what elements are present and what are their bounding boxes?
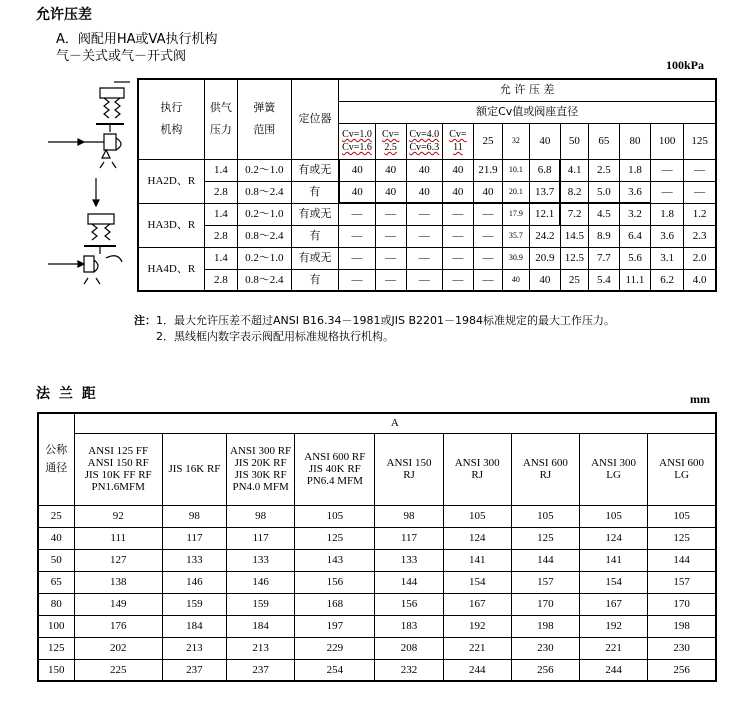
cell-value: 146 bbox=[162, 571, 226, 593]
header-size-col: 40 bbox=[529, 123, 560, 159]
subtitle-b: 气－关式或气－开式阀 bbox=[56, 49, 187, 64]
cell-value: 230 bbox=[648, 637, 716, 659]
subtitle-a: A．阀配用HA或VA执行机构 bbox=[56, 32, 218, 47]
table-row bbox=[138, 247, 716, 269]
cell-value: 156 bbox=[295, 571, 375, 593]
cell-value: 14.5 bbox=[560, 225, 588, 247]
cell-value: 225 bbox=[74, 659, 162, 681]
header-size-col: 32 bbox=[502, 123, 529, 159]
cell-supply: 2.8 bbox=[204, 269, 237, 291]
unit-label-mm: mm bbox=[690, 392, 710, 406]
header-cv-line: 2.5 bbox=[384, 142, 397, 153]
cell-value: 141 bbox=[579, 549, 647, 571]
cell-value: 125 bbox=[511, 527, 579, 549]
cell-value: 7.2 bbox=[560, 203, 588, 225]
valve-actuator-diagram-icon bbox=[44, 78, 134, 296]
header-cv-line: Cv=1.6 bbox=[342, 142, 372, 153]
cell-value: 40 bbox=[473, 181, 502, 203]
cell-value: 6.2 bbox=[651, 269, 684, 291]
header-flange-std bbox=[648, 433, 716, 505]
cell-nominal: 25 bbox=[38, 505, 74, 527]
header-flange-std-line: ANSI 300 bbox=[454, 457, 500, 469]
cell-value: 256 bbox=[648, 659, 716, 681]
cell-value: 141 bbox=[443, 549, 511, 571]
flange-distance-table bbox=[37, 412, 717, 682]
cell-value: 133 bbox=[162, 549, 226, 571]
cell-value: 170 bbox=[511, 593, 579, 615]
cell-value: 3.2 bbox=[619, 203, 650, 225]
cell-value: 21.9 bbox=[473, 159, 502, 181]
cell-value: 184 bbox=[162, 615, 226, 637]
cell-nominal: 100 bbox=[38, 615, 74, 637]
cell-value: 2.5 bbox=[588, 159, 619, 181]
cell-value: 2.3 bbox=[684, 225, 716, 247]
cell-value: 40 bbox=[502, 269, 529, 291]
allowable-pressure-table bbox=[137, 78, 717, 292]
cell-value: — bbox=[442, 225, 473, 247]
header-a: A bbox=[74, 413, 716, 433]
header-flange-std-line: ANSI 150 bbox=[386, 457, 432, 469]
header-cv-line: Cv= bbox=[381, 129, 400, 140]
cell-value: 125 bbox=[295, 527, 375, 549]
header-cv-col bbox=[375, 123, 406, 159]
cell-value: — bbox=[339, 225, 375, 247]
header-flange-std-line: ANSI 600 RF bbox=[304, 451, 366, 463]
cell-nominal: 50 bbox=[38, 549, 74, 571]
table-row bbox=[38, 637, 716, 659]
cell-value: 221 bbox=[443, 637, 511, 659]
cell-value: 40 bbox=[406, 181, 442, 203]
cell-value: — bbox=[339, 247, 375, 269]
header-flange-std-line: JIS 10K FF RF bbox=[84, 469, 152, 481]
header-cv-line: Cv= bbox=[449, 129, 467, 140]
header-flange-std bbox=[375, 433, 443, 505]
cell-value: 159 bbox=[227, 593, 295, 615]
cell-value: 192 bbox=[579, 615, 647, 637]
cell-value: 12.5 bbox=[560, 247, 588, 269]
cell-value: 176 bbox=[74, 615, 162, 637]
header-flange-std-line: LG bbox=[674, 469, 689, 481]
table-row bbox=[138, 181, 716, 203]
cell-value: 8.2 bbox=[560, 181, 588, 203]
cell-value: 167 bbox=[443, 593, 511, 615]
cell-value: 1.8 bbox=[619, 159, 650, 181]
cell-value: 149 bbox=[74, 593, 162, 615]
table-row bbox=[38, 549, 716, 571]
table-row bbox=[38, 527, 716, 549]
cell-value: 4.0 bbox=[684, 269, 716, 291]
cell-value: 256 bbox=[511, 659, 579, 681]
header-nominal-diameter: 公称通径 bbox=[38, 413, 74, 505]
cell-value: — bbox=[442, 203, 473, 225]
header-flange-std-line: LG bbox=[606, 469, 621, 481]
cell-supply: 2.8 bbox=[204, 181, 237, 203]
cell-supply: 1.4 bbox=[204, 247, 237, 269]
note-2: 2．黑线框内数字表示阀配用标准规格执行机构。 bbox=[156, 330, 394, 343]
cell-value: — bbox=[473, 247, 502, 269]
cell-value: — bbox=[406, 203, 442, 225]
cell-value: 35.7 bbox=[502, 225, 529, 247]
cell-value: 3.1 bbox=[651, 247, 684, 269]
cell-value: 4.5 bbox=[588, 203, 619, 225]
cell-value: 202 bbox=[74, 637, 162, 659]
cell-value: — bbox=[406, 225, 442, 247]
cell-value: 254 bbox=[295, 659, 375, 681]
cell-value: 237 bbox=[162, 659, 226, 681]
header-flange-std-line: RJ bbox=[539, 469, 552, 481]
cell-value: — bbox=[339, 203, 375, 225]
header-flange-std bbox=[295, 433, 375, 505]
cell-value: 1.2 bbox=[684, 203, 716, 225]
cell-value: 156 bbox=[375, 593, 443, 615]
cell-value: 117 bbox=[375, 527, 443, 549]
cell-value: 154 bbox=[579, 571, 647, 593]
cell-value: — bbox=[406, 269, 442, 291]
cell-nominal: 150 bbox=[38, 659, 74, 681]
cell-value: 124 bbox=[443, 527, 511, 549]
cell-value: 192 bbox=[443, 615, 511, 637]
cell-value: 105 bbox=[295, 505, 375, 527]
cell-value: 7.7 bbox=[588, 247, 619, 269]
cell-value: 2.0 bbox=[684, 247, 716, 269]
cell-value: — bbox=[442, 247, 473, 269]
cell-value: 229 bbox=[295, 637, 375, 659]
cell-value: — bbox=[375, 269, 406, 291]
header-actuator: 执行机构 bbox=[138, 79, 204, 159]
cell-value: 157 bbox=[648, 571, 716, 593]
cell-value: — bbox=[375, 203, 406, 225]
header-size-col: 25 bbox=[473, 123, 502, 159]
cell-value: 5.0 bbox=[588, 181, 619, 203]
cell-nominal: 40 bbox=[38, 527, 74, 549]
cell-pos: 有 bbox=[291, 225, 339, 247]
cell-spring: 0.8～2.4 bbox=[237, 225, 291, 247]
cell-value: 4.1 bbox=[560, 159, 588, 181]
notes-label: 注： bbox=[134, 314, 156, 327]
header-flange-std bbox=[74, 433, 162, 505]
table-row bbox=[38, 615, 716, 637]
cell-value: 105 bbox=[511, 505, 579, 527]
table-row bbox=[138, 225, 716, 247]
cell-value: 10.1 bbox=[502, 159, 529, 181]
cell-value: 25 bbox=[560, 269, 588, 291]
cell-value: 40 bbox=[442, 159, 473, 181]
cell-value: 117 bbox=[162, 527, 226, 549]
cell-value: 117 bbox=[227, 527, 295, 549]
cell-value: 168 bbox=[295, 593, 375, 615]
cell-value: 24.2 bbox=[529, 225, 560, 247]
cell-value: 8.9 bbox=[588, 225, 619, 247]
header-flange-std bbox=[579, 433, 647, 505]
header-cv-col bbox=[339, 123, 375, 159]
cell-value: 98 bbox=[375, 505, 443, 527]
cell-value: 98 bbox=[162, 505, 226, 527]
cell-pos: 有 bbox=[291, 269, 339, 291]
actuator-name: HA3D、R bbox=[138, 203, 204, 247]
cell-value: 20.9 bbox=[529, 247, 560, 269]
cell-value: 125 bbox=[648, 527, 716, 549]
header-flange-std-line: JIS 16K RF bbox=[168, 463, 221, 475]
cell-value: — bbox=[375, 247, 406, 269]
header-cv-line: 11 bbox=[453, 142, 463, 153]
header-flange-std-line: PN4.0 MFM bbox=[232, 481, 289, 493]
header-flange-std-line: ANSI 300 bbox=[591, 457, 637, 469]
cell-value: 237 bbox=[227, 659, 295, 681]
cell-value: 144 bbox=[375, 571, 443, 593]
header-size-col: 80 bbox=[619, 123, 650, 159]
cell-pos: 有或无 bbox=[291, 203, 339, 225]
header-rated-cv: 额定Cv值或阀座直径 bbox=[339, 101, 716, 123]
header-flange-std-line: ANSI 300 RF bbox=[230, 445, 292, 457]
cell-value: 3.6 bbox=[651, 225, 684, 247]
header-cv-col bbox=[406, 123, 442, 159]
cell-nominal: 80 bbox=[38, 593, 74, 615]
cell-value: 144 bbox=[648, 549, 716, 571]
cell-value: 154 bbox=[443, 571, 511, 593]
cell-nominal: 125 bbox=[38, 637, 74, 659]
cell-spring: 0.2～1.0 bbox=[237, 203, 291, 225]
cell-value: 198 bbox=[648, 615, 716, 637]
cell-value: 13.7 bbox=[529, 181, 560, 203]
cell-value: — bbox=[442, 269, 473, 291]
table-row bbox=[38, 659, 716, 681]
header-flange-std-line: JIS 30K RF bbox=[234, 469, 287, 481]
cell-supply: 2.8 bbox=[204, 225, 237, 247]
cell-value: 40 bbox=[375, 181, 406, 203]
table-row bbox=[38, 505, 716, 527]
cell-pos: 有或无 bbox=[291, 247, 339, 269]
cell-value: 92 bbox=[74, 505, 162, 527]
cell-value: 105 bbox=[443, 505, 511, 527]
cell-value: 159 bbox=[162, 593, 226, 615]
header-flange-std-line: ANSI 125 FF bbox=[88, 445, 149, 457]
cell-value: — bbox=[473, 225, 502, 247]
header-flange-std-line: RJ bbox=[471, 469, 484, 481]
cell-value: 144 bbox=[511, 549, 579, 571]
cell-pos: 有或无 bbox=[291, 159, 339, 181]
cell-value: 5.4 bbox=[588, 269, 619, 291]
cell-value: 98 bbox=[227, 505, 295, 527]
cell-value: 244 bbox=[443, 659, 511, 681]
table-row bbox=[38, 571, 716, 593]
header-cv-line: Cv=4.0 bbox=[409, 129, 440, 140]
cell-value: 40 bbox=[339, 181, 375, 203]
cell-value: 127 bbox=[74, 549, 162, 571]
cell-value: 232 bbox=[375, 659, 443, 681]
cell-value: 40 bbox=[339, 159, 375, 181]
header-size-col: 65 bbox=[588, 123, 619, 159]
cell-value: 213 bbox=[227, 637, 295, 659]
cell-value: 6.4 bbox=[619, 225, 650, 247]
cell-pos: 有 bbox=[291, 181, 339, 203]
cell-value: 17.9 bbox=[502, 203, 529, 225]
cell-value: 167 bbox=[579, 593, 647, 615]
cell-value: 244 bbox=[579, 659, 647, 681]
cell-value: 133 bbox=[227, 549, 295, 571]
cell-value: 40 bbox=[375, 159, 406, 181]
cell-value: 105 bbox=[579, 505, 647, 527]
cell-nominal: 65 bbox=[38, 571, 74, 593]
table-row bbox=[38, 593, 716, 615]
cell-value: 170 bbox=[648, 593, 716, 615]
header-spring-range: 弹簧范围 bbox=[237, 79, 291, 159]
cell-value: 5.6 bbox=[619, 247, 650, 269]
cell-value: 157 bbox=[511, 571, 579, 593]
actuator-name: HA4D、R bbox=[138, 247, 204, 291]
cell-value: 138 bbox=[74, 571, 162, 593]
header-allowable-differential: 允 许 压 差 bbox=[339, 79, 716, 101]
header-size-col: 100 bbox=[651, 123, 684, 159]
header-size-col: 50 bbox=[560, 123, 588, 159]
header-flange-std bbox=[443, 433, 511, 505]
cell-value: 105 bbox=[648, 505, 716, 527]
cell-value: 12.1 bbox=[529, 203, 560, 225]
cell-value: 143 bbox=[295, 549, 375, 571]
header-cv-line: Cv=1.0 bbox=[342, 129, 372, 140]
section-title-allowable-pressure: 允许压差 bbox=[36, 7, 92, 23]
cell-value: 40 bbox=[529, 269, 560, 291]
cell-spring: 0.8～2.4 bbox=[237, 181, 291, 203]
cell-value: 111 bbox=[74, 527, 162, 549]
cell-value: 230 bbox=[511, 637, 579, 659]
header-cv-line: Cv=6.3 bbox=[409, 142, 440, 153]
cell-value: — bbox=[651, 181, 684, 203]
cell-value: 221 bbox=[579, 637, 647, 659]
header-flange-std-line: ANSI 150 RF bbox=[87, 457, 149, 469]
header-cv-col bbox=[442, 123, 473, 159]
table-row bbox=[138, 159, 716, 181]
cell-value: — bbox=[684, 181, 716, 203]
cell-value: 40 bbox=[442, 181, 473, 203]
cell-value: — bbox=[651, 159, 684, 181]
cell-value: — bbox=[339, 269, 375, 291]
cell-value: 197 bbox=[295, 615, 375, 637]
note-1: 1．最大允许压差不超过ANSI B16.34－1981或JIS B2201－1984标准规定的最大工作压力。 bbox=[156, 314, 616, 327]
header-flange-std-line: JIS 20K RF bbox=[234, 457, 287, 469]
header-flange-std-line: ANSI 600 bbox=[659, 457, 705, 469]
actuator-name: HA2D、R bbox=[138, 159, 204, 203]
cell-value: 133 bbox=[375, 549, 443, 571]
cell-value: — bbox=[375, 225, 406, 247]
unit-label-pressure: 100kPa bbox=[666, 58, 705, 72]
header-supply-pressure: 供气压力 bbox=[204, 79, 237, 159]
header-flange-std-line: PN6.4 MFM bbox=[306, 475, 363, 487]
cell-spring: 0.2～1.0 bbox=[237, 159, 291, 181]
header-flange-std-line: PN1.6MFM bbox=[91, 481, 145, 493]
header-positioner: 定位器 bbox=[291, 79, 339, 159]
cell-value: 40 bbox=[406, 159, 442, 181]
cell-supply: 1.4 bbox=[204, 159, 237, 181]
cell-value: 208 bbox=[375, 637, 443, 659]
cell-supply: 1.4 bbox=[204, 203, 237, 225]
table-row bbox=[138, 269, 716, 291]
cell-value: — bbox=[473, 269, 502, 291]
header-flange-std bbox=[162, 433, 226, 505]
cell-value: 124 bbox=[579, 527, 647, 549]
cell-spring: 0.8～2.4 bbox=[237, 269, 291, 291]
cell-value: 198 bbox=[511, 615, 579, 637]
cell-value: — bbox=[406, 247, 442, 269]
cell-spring: 0.2～1.0 bbox=[237, 247, 291, 269]
cell-value: 1.8 bbox=[651, 203, 684, 225]
header-flange-std-line: JIS 40K RF bbox=[308, 463, 361, 475]
cell-value: 3.6 bbox=[619, 181, 650, 203]
cell-value: 183 bbox=[375, 615, 443, 637]
section-title-flange-distance: 法 兰 距 bbox=[36, 386, 98, 402]
cell-value: 30.9 bbox=[502, 247, 529, 269]
header-flange-std bbox=[511, 433, 579, 505]
header-flange-std bbox=[227, 433, 295, 505]
cell-value: 6.8 bbox=[529, 159, 560, 181]
cell-value: 20.1 bbox=[502, 181, 529, 203]
cell-value: 146 bbox=[227, 571, 295, 593]
cell-value: 184 bbox=[227, 615, 295, 637]
header-flange-std-line: ANSI 600 bbox=[522, 457, 568, 469]
table-row bbox=[138, 203, 716, 225]
cell-value: 213 bbox=[162, 637, 226, 659]
cell-value: — bbox=[684, 159, 716, 181]
cell-value: 11.1 bbox=[619, 269, 650, 291]
cell-value: — bbox=[473, 203, 502, 225]
header-size-col: 125 bbox=[684, 123, 716, 159]
header-flange-std-line: RJ bbox=[403, 469, 415, 481]
